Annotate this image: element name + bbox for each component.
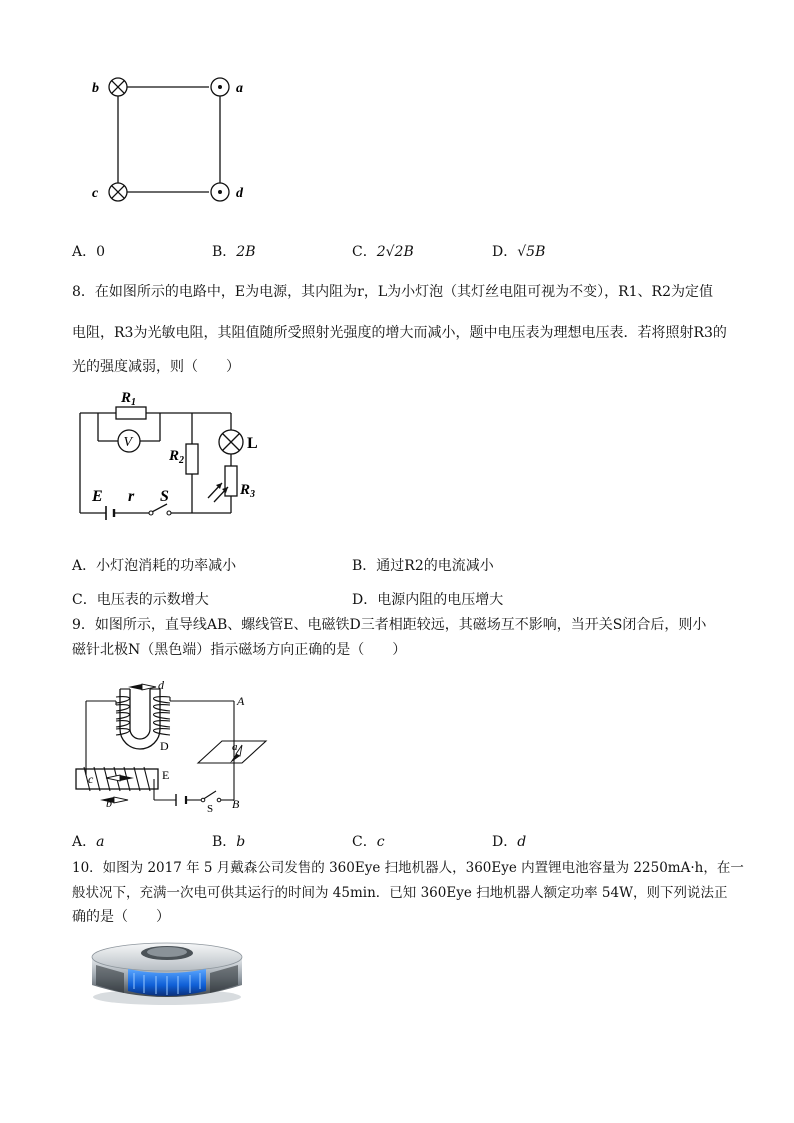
q10-stem-line2: 般状况下，充满一次电可供其运行的时间为 45min．已知 360Eye 扫地机器人额定功率 54W，则下列说法正 (72, 885, 728, 901)
q9-electromagnet-figure (74, 675, 284, 815)
label-r: r (128, 488, 135, 505)
label-c: c (92, 186, 99, 201)
label-d: d (158, 678, 164, 692)
label-R1: $R_1$ (121, 390, 137, 408)
q8-option-b[interactable]: B．通过R2的电流减小 (352, 558, 494, 574)
label-S: S (160, 488, 169, 505)
q8-stem-line2: 电阻，R3为光敏电阻，其阻值随所受照射光强度的增大而减小，题中电压表为理想电压表．若将照射R3的 (72, 325, 727, 341)
q9-option-a[interactable]: A．a (72, 834, 105, 850)
label-c: c (88, 772, 94, 786)
label-D: D (160, 739, 169, 753)
q8-stem-line1: 8．在如图所示的电路中，E为电源，其内阻为r，L为小灯泡（其灯丝电阻可视为不变），R1、R2为定值 (72, 284, 714, 300)
svg-text:V: V (123, 435, 133, 450)
label-E: E (162, 768, 170, 782)
label-R2: $R_2$ (169, 448, 185, 466)
q9-option-c[interactable]: C．c (352, 834, 385, 850)
label-B: B (232, 797, 240, 811)
label-a: a (236, 81, 243, 96)
q9-option-d[interactable]: D．d (492, 834, 527, 850)
q7-option-d[interactable]: D．√5B (492, 244, 546, 260)
q8-option-c[interactable]: C．电压表的示数增大 (72, 592, 209, 608)
voltmeter-icon (118, 430, 140, 452)
q8-stem-line3: 光的强度减弱，则（ ） (72, 359, 240, 375)
q7-option-a[interactable]: A．0 (72, 244, 106, 260)
q8-option-d[interactable]: D．电源内阻的电压增大 (352, 592, 504, 608)
label-d: d (236, 186, 243, 201)
label-A: A (237, 694, 245, 708)
q10-stem-line3: 确的是（ ） (72, 909, 170, 925)
compass-needle-b-icon (100, 797, 128, 803)
wire-b-into-page-icon (109, 78, 127, 96)
label-L: L (247, 435, 258, 452)
label-R3: $R_3$ (240, 482, 256, 500)
q8-option-a[interactable]: A．小灯泡消耗的功率减小 (72, 558, 237, 574)
q10-stem-line1: 10．如图为 2017 年 5 月戴森公司发售的 360Eye 扫地机器人，360Eye 内置锂电池容量为 2250mA·h，在一 (72, 860, 744, 876)
q7-wire-figure (86, 70, 256, 210)
wire-c-into-page-icon (109, 183, 127, 201)
label-E: E (92, 488, 103, 505)
robot-vacuum-image (86, 935, 248, 1007)
q8-circuit-figure (74, 388, 274, 523)
q9-stem-line1: 9．如图所示，直导线AB、螺线管E、电磁铁D三者相距较远，其磁场互不影响，当开关S闭合后，则小 (72, 617, 707, 633)
label-b: b (92, 81, 99, 96)
label-S: S (207, 803, 214, 815)
q7-option-b[interactable]: B．2B (212, 244, 256, 260)
label-a: a (232, 741, 238, 753)
q9-stem-line2: 磁针北极N（黑色端）指示磁场方向正确的是（ ） (72, 642, 407, 658)
compass-needle-c-icon (106, 775, 134, 781)
q9-option-b[interactable]: B．b (212, 834, 246, 850)
lamp-L-icon (219, 430, 243, 454)
label-b: b (106, 796, 112, 810)
q7-option-c[interactable]: C．2√2B (352, 244, 414, 260)
wire-a-out-of-page-icon (211, 78, 229, 96)
wire-d-out-of-page-icon (211, 183, 229, 201)
